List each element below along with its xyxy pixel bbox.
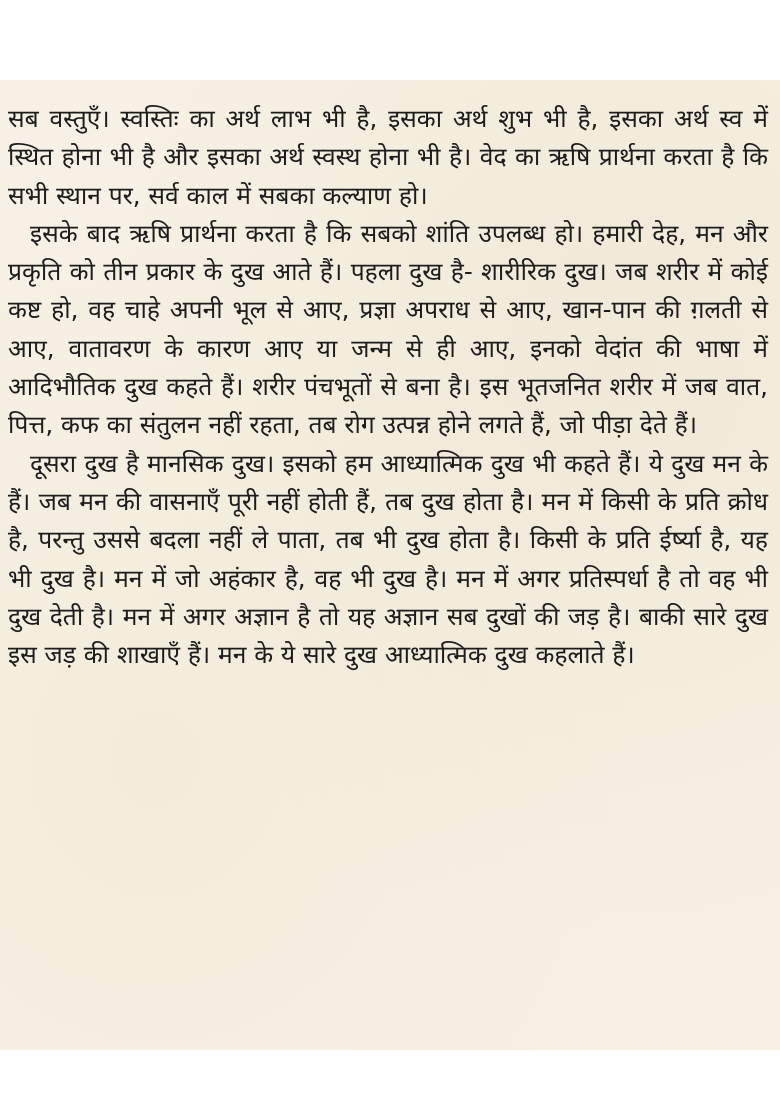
paragraph-3: दूसरा दुख है मानसिक दुख। इसको हम आध्यात्मिक दुख भी कहते हैं। ये दुख मन के हैं। जब मन की वासनाएँ पूरी नहीं होती हैं, तब दुख होता है। मन में किसी के प्रति क्रोध है, परन्तु उससे बदला नहीं ले पाता, तब भी दुख होता है। किसी के प्रति ईर्ष्या है, यह भी दुख है। मन में जो अहंकार है, वह भी दुख है। मन में अगर प्रतिस्पर्धा है तो वह भी दुख देती है। मन में अगर अज्ञान है तो यह अज्ञान सब दुखों की जड़ है। बाकी सारे दुख इस जड़ की शाखाएँ हैं। मन के ये सारे दुख आध्यात्मिक दुख कहलाते हैं। — [8, 448, 768, 670]
body-text — [8, 100, 768, 674]
paragraph-2: इसके बाद ऋषि प्रार्थना करता है कि सबको शांति उपलब्ध हो। हमारी देह, मन और प्रकृति को तीन प्रकार के दुख आते हैं। पहला दुख है- शारीरिक दुख। जब शरीर में कोई कष्ट हो, वह चाहे अपनी भूल से आए, प्रज्ञा अपराध से आए, खान-पान की ग़लती से आए, वातावरण के कारण आए या जन्म से ही आए, इनको वेदांत की भाषा में आदिभौतिक दुख कहते हैं। शरीर पंचभूतों से बना है। इस भूतजनित शरीर में जब वात, पित्त, कफ का संतुलन नहीं रहता, तब रोग उत्पन्न होने लगते हैं, जो पीड़ा देते हैं। — [8, 218, 769, 440]
paragraph-1: सब वस्तुएँ। स्वस्तिः का अर्थ लाभ भी है, इसका अर्थ शुभ भी है, इसका अर्थ स्व में स्थित होना भी है और इसका अर्थ स्वस्थ होना भी है। वेद का ऋषि प्रार्थना करता है कि सभी स्थान पर, सर्व काल में सबका कल्याण हो। — [8, 104, 768, 210]
scanned-page — [0, 80, 780, 1050]
